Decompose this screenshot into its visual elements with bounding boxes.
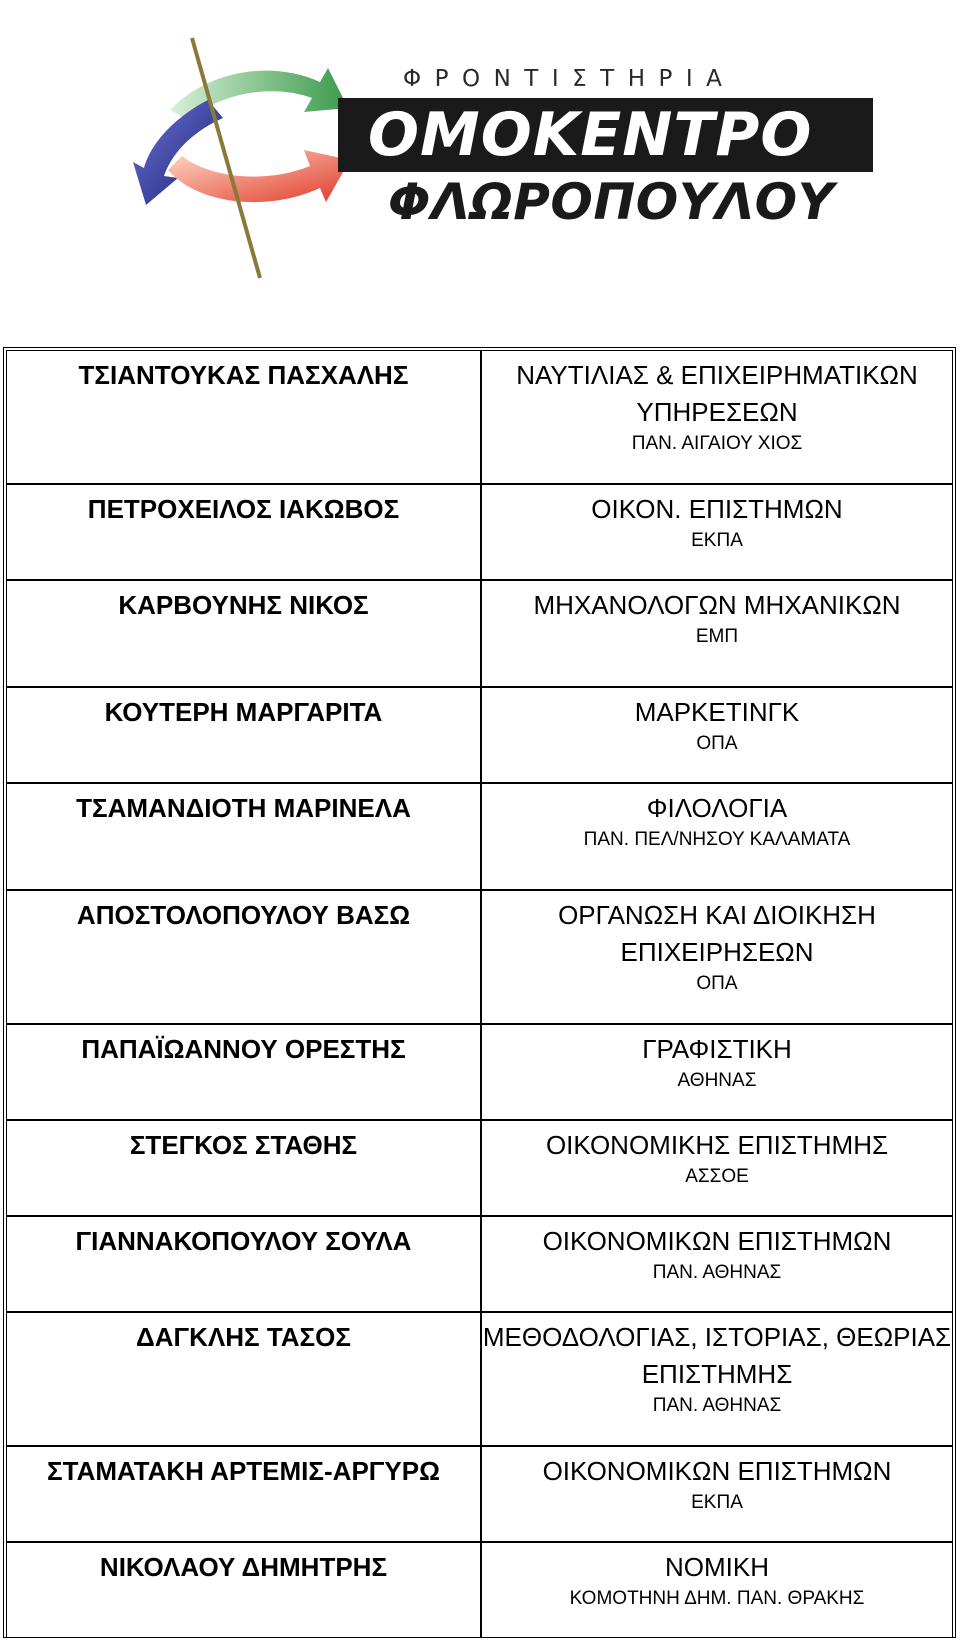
department-name: ΟΙΚΟΝΟΜΙΚΗΣ ΕΠΙΣΤΗΜΗΣ bbox=[545, 1130, 889, 1160]
institution-name: ΠΑΝ. ΠΕΛ/ΝΗΣΟΥ ΚΑΛΑΜΑΤΑ bbox=[583, 829, 851, 850]
table-row bbox=[6, 890, 953, 1024]
logo-name: ΦΛΩΡΟΠΟΥΛΟΥ bbox=[388, 173, 835, 231]
department-cell bbox=[481, 1216, 953, 1312]
student-name: ΠΑΠΑΪΩΑΝΝΟΥ ΟΡΕΣΤΗΣ bbox=[6, 1024, 481, 1120]
school-logo bbox=[58, 0, 900, 322]
department-name: ΟΙΚΟΝΟΜΙΚΩΝ ΕΠΙΣΤΗΜΩΝ bbox=[542, 1226, 892, 1256]
student-name: ΣΤΑΜΑΤΑΚΗ ΑΡΤΕΜΙΣ-ΑΡΓΥΡΩ bbox=[6, 1446, 481, 1542]
department-cell bbox=[481, 484, 953, 580]
department-cell bbox=[481, 1312, 953, 1446]
institution-name: ΚΟΜΟΤΗΝΗ ΔΗΜ. ΠΑΝ. ΘΡΑΚΗΣ bbox=[569, 1588, 865, 1609]
department-cell bbox=[481, 1446, 953, 1542]
department-name: ΦΙΛΟΛΟΓΙΑ bbox=[646, 793, 788, 823]
table-row bbox=[6, 1216, 953, 1312]
institution-name: ΠΑΝ. ΑΙΓΑΙΟΥ ΧΙΟΣ bbox=[631, 433, 803, 454]
student-name: ΚΑΡΒΟΥΝΗΣ ΝΙΚΟΣ bbox=[6, 580, 481, 687]
table-row bbox=[6, 350, 953, 484]
table-row bbox=[6, 1120, 953, 1216]
student-results-table bbox=[3, 347, 956, 1638]
institution-name: ΠΑΝ. ΑΘΗΝΑΣ bbox=[652, 1262, 782, 1283]
institution-name: ΑΣΣΟΕ bbox=[685, 1166, 749, 1187]
department-name: ΟΙΚΟΝΟΜΙΚΩΝ ΕΠΙΣΤΗΜΩΝ bbox=[542, 1456, 892, 1486]
table-row bbox=[6, 687, 953, 783]
department-name: ΝΑΥΤΙΛΙΑΣ & ΕΠΙΧΕΙΡΗΜΑΤΙΚΩΝ ΥΠΗΡΕΣΕΩΝ bbox=[516, 360, 918, 427]
department-name: ΜΗΧΑΝΟΛΟΓΩΝ ΜΗΧΑΝΙΚΩΝ bbox=[533, 590, 901, 620]
department-cell bbox=[481, 580, 953, 687]
department-name: ΜΑΡΚΕΤΙΝΓΚ bbox=[634, 697, 800, 727]
student-name: ΝΙΚΟΛΑΟΥ ΔΗΜΗΤΡΗΣ bbox=[6, 1542, 481, 1638]
department-cell bbox=[481, 350, 953, 484]
institution-name: ΟΠΑ bbox=[696, 973, 738, 994]
department-name: ΟΡΓΑΝΩΣΗ ΚΑΙ ΔΙΟΙΚΗΣΗ ΕΠΙΧΕΙΡΗΣΕΩΝ bbox=[558, 900, 876, 967]
department-name: ΜΕΘΟΔΟΛΟΓΙΑΣ, ΙΣΤΟΡΙΑΣ, ΘΕΩΡΙΑΣ ΕΠΙΣΤΗΜΗΣ bbox=[482, 1322, 952, 1389]
table-row bbox=[6, 484, 953, 580]
department-cell bbox=[481, 1542, 953, 1638]
institution-name: ΕΜΠ bbox=[695, 626, 739, 647]
student-name: ΔΑΓΚΛΗΣ ΤΑΣΟΣ bbox=[6, 1312, 481, 1446]
institution-name: ΑΘΗΝΑΣ bbox=[677, 1070, 757, 1091]
student-name: ΠΕΤΡΟΧΕΙΛΟΣ ΙΑΚΩΒΟΣ bbox=[6, 484, 481, 580]
department-name: ΓΡΑΦΙΣΤΙΚΗ bbox=[642, 1034, 792, 1064]
institution-name: ΕΚΠΑ bbox=[691, 530, 743, 551]
institution-name: ΠΑΝ. ΑΘΗΝΑΣ bbox=[652, 1395, 782, 1416]
logo-subtitle: ΦΡΟΝΤΙΣΤΗΡΙΑ bbox=[403, 66, 736, 92]
student-name: ΚΟΥΤΕΡΗ ΜΑΡΓΑΡΙΤΑ bbox=[6, 687, 481, 783]
logo-title: ΟΜΟΚΕΝΤΡΟ bbox=[368, 100, 813, 170]
student-name: ΤΣΙΑΝΤΟΥΚΑΣ ΠΑΣΧΑΛΗΣ bbox=[6, 350, 481, 484]
student-name: ΑΠΟΣΤΟΛΟΠΟΥΛΟΥ ΒΑΣΩ bbox=[6, 890, 481, 1024]
department-name: ΟΙΚΟΝ. ΕΠΙΣΤΗΜΩΝ bbox=[591, 494, 843, 524]
institution-name: ΟΠΑ bbox=[696, 733, 738, 754]
table-row bbox=[6, 580, 953, 687]
department-cell bbox=[481, 1120, 953, 1216]
table-row bbox=[6, 1024, 953, 1120]
table-row bbox=[6, 1312, 953, 1446]
student-name: ΓΙΑΝΝΑΚΟΠΟΥΛΟΥ ΣΟΥΛΑ bbox=[6, 1216, 481, 1312]
table-row bbox=[6, 783, 953, 890]
table-row bbox=[6, 1446, 953, 1542]
department-cell bbox=[481, 783, 953, 890]
table-row bbox=[6, 1542, 953, 1638]
department-cell bbox=[481, 1024, 953, 1120]
roster-table bbox=[6, 350, 953, 1638]
institution-name: ΕΚΠΑ bbox=[691, 1492, 743, 1513]
student-name: ΤΣΑΜΑΝΔΙΟΤΗ ΜΑΡΙΝΕΛΑ bbox=[6, 783, 481, 890]
department-name: ΝΟΜΙΚΗ bbox=[665, 1552, 769, 1582]
department-cell bbox=[481, 687, 953, 783]
department-cell bbox=[481, 890, 953, 1024]
student-name: ΣΤΕΓΚΟΣ ΣΤΑΘΗΣ bbox=[6, 1120, 481, 1216]
